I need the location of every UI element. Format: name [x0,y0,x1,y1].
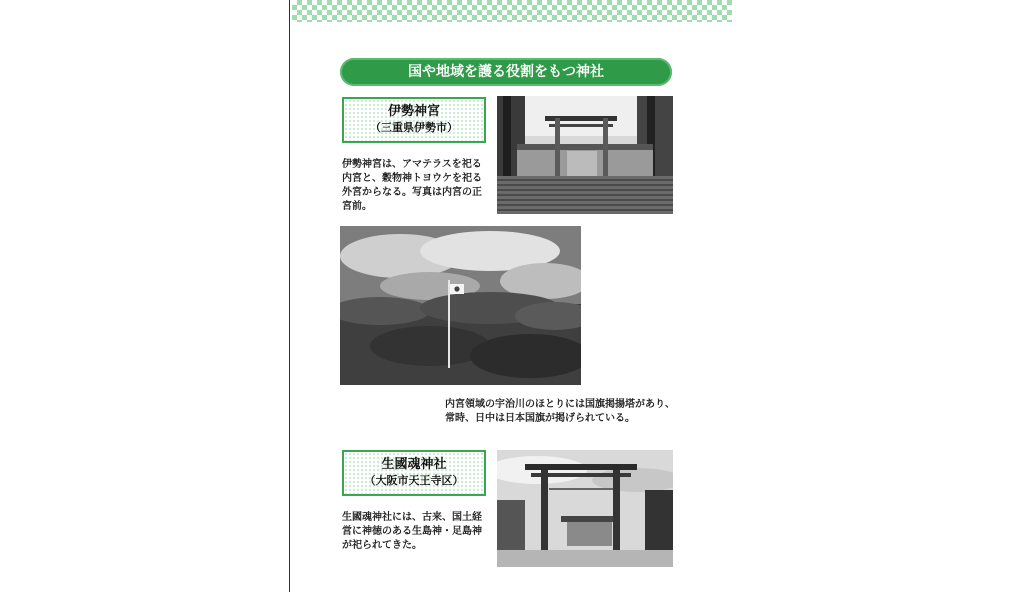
shrine1-desc-line: 宮前。 [342,201,372,212]
caption-line: 内宮領域の宇治川のほとりには国旗掲揚塔があり、 [445,399,675,410]
shrine2-description [342,511,482,553]
section-banner [340,58,672,86]
shrine1-description [342,158,482,214]
shrine2-desc-line: 生國魂神社には、古来、国土経 [342,512,482,523]
checker-pattern-header [292,0,732,22]
banner-title: 国や地域を護る役割をもつ神社 [408,64,604,80]
shrine1-desc-line: 伊勢神宮は、アマテラスを祀る [342,159,482,170]
shrine1-label-box [342,97,486,143]
flag-photo-caption [445,398,675,426]
shrine2-location: （大阪市天王寺区） [364,474,464,487]
ise-shrine-photo [497,96,673,214]
shrine2-label-box [342,450,486,496]
shrine2-desc-line: 営に神徳のある生島神・足島神 [342,526,482,537]
shrine1-desc-line: 外宮からなる。写真は内宮の正 [342,187,482,198]
page-margin-line [289,0,290,592]
caption-line: 常時、日中は日本国旗が掲げられている。 [445,413,635,424]
shrine1-name: 伊勢神宮 [387,104,440,119]
shrine1-desc-line: 内宮と、穀物神トヨウケを祀る [342,173,482,184]
shrine2-desc-line: が祀られてきた。 [342,540,422,551]
flag-pole-photo [340,226,581,385]
shrine2-name: 生國魂神社 [381,457,447,472]
ikukunitama-shrine-photo [497,450,673,567]
shrine1-location: （三重県伊勢市） [370,121,458,134]
